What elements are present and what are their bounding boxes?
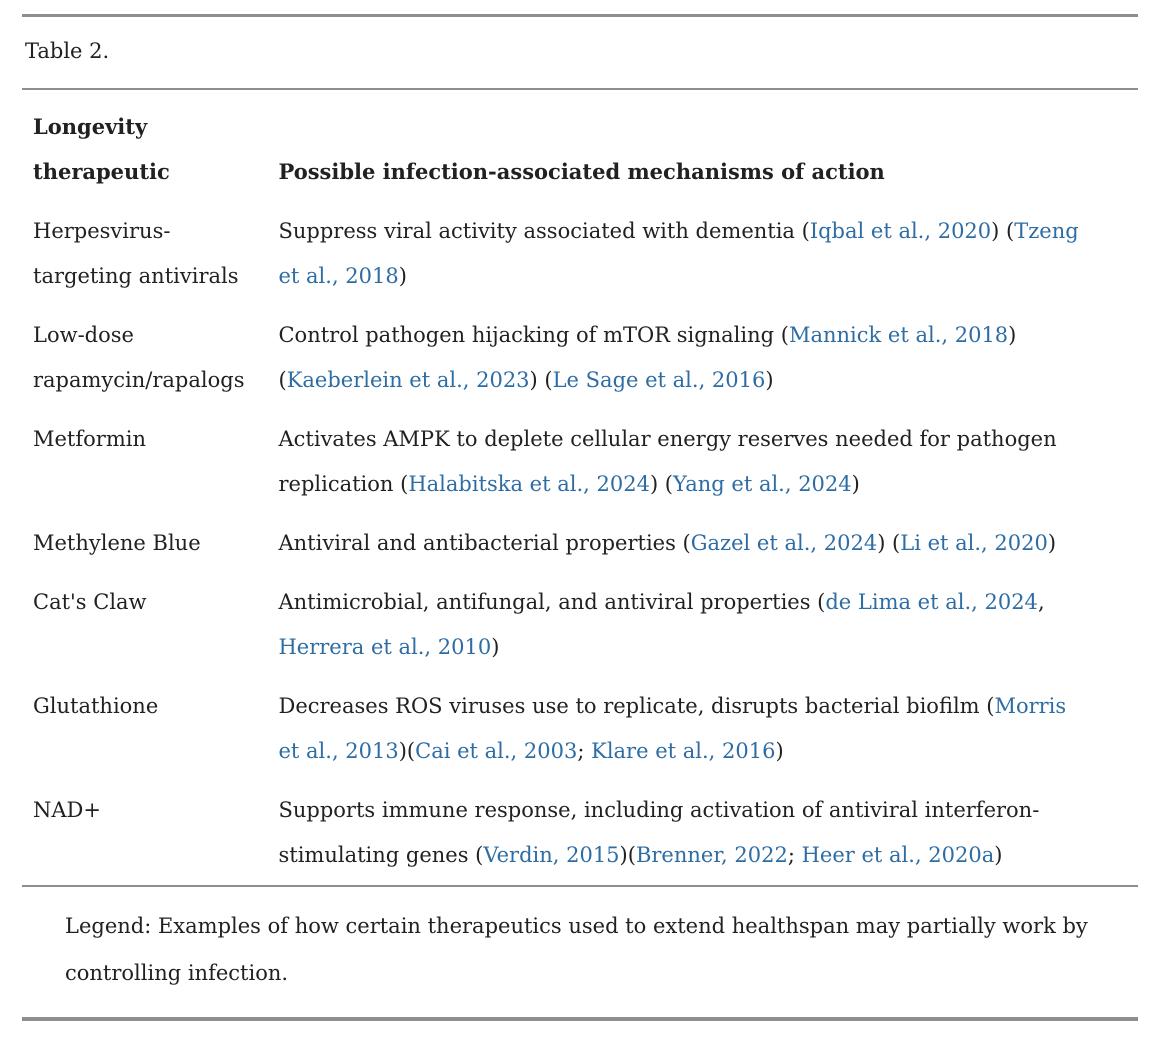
table-legend: Legend: Examples of how certain therapeutics used to extend healthspan may partially work by controlling infection.	[65, 914, 1088, 985]
table-row	[22, 573, 1138, 677]
therapeutic-cell: NAD+	[33, 798, 101, 822]
bottom-rule-wrap	[22, 1017, 1138, 1021]
citation-link[interactable]: Klare et al., 2016	[591, 739, 776, 763]
therapeutic-cell: Metformin	[33, 427, 146, 451]
mechanism-text: ) (	[529, 368, 553, 392]
table-row	[22, 514, 1138, 573]
mechanism-text: ) (	[877, 531, 901, 555]
citation-link[interactable]: de Lima et al., 2024	[825, 590, 1038, 614]
header-row	[22, 90, 1138, 202]
therapeutic-cell: Low-dose rapamycin/rapalogs	[33, 323, 245, 392]
mechanism-text: Decreases ROS viruses use to replicate, disrupts bacterial biofilm (	[278, 694, 995, 718]
therapeutics-table	[22, 90, 1138, 887]
citation-link[interactable]: Kaeberlein et al., 2023	[286, 368, 530, 392]
citation-link[interactable]: Verdin, 2015	[483, 843, 620, 867]
mechanism-text: Antiviral and antibacterial properties (	[278, 531, 691, 555]
citation-link[interactable]: Herrera et al., 2010	[278, 635, 492, 659]
citation-link[interactable]: Le Sage et al., 2016	[552, 368, 766, 392]
mechanism-cell	[278, 202, 1138, 306]
mechanism-text: ) (	[278, 323, 1017, 392]
table-caption: Table 2.	[25, 39, 110, 63]
therapeutic-cell: Methylene Blue	[33, 531, 201, 555]
mechanism-text: ) (	[991, 219, 1015, 243]
citation-link[interactable]: Brenner, 2022	[635, 843, 788, 867]
table-row	[22, 202, 1138, 306]
citation-link[interactable]: Iqbal et al., 2020	[809, 219, 992, 243]
table-row	[22, 410, 1138, 514]
mechanism-text: Activates AMPK to deplete cellular energy reserves needed for pathogen replication (	[278, 427, 1057, 496]
column-header-therapeutic: Longevity therapeutic	[33, 114, 170, 184]
mechanism-cell	[278, 677, 1138, 781]
citation-link[interactable]: Morris et al., 2013	[278, 694, 1067, 763]
mechanism-cell	[278, 514, 1138, 573]
citation-link[interactable]: Halabitska et al., 2024	[408, 472, 650, 496]
table-row	[22, 677, 1138, 781]
bottom-rule	[22, 1017, 1138, 1021]
mechanism-text: )	[775, 739, 784, 763]
therapeutic-cell: Cat's Claw	[33, 590, 147, 614]
mechanism-text: ) (	[649, 472, 673, 496]
mechanism-cell	[278, 781, 1138, 886]
mechanism-text: Antimicrobial, antifungal, and antiviral properties (	[278, 590, 826, 614]
mechanism-text: )	[994, 843, 1003, 867]
mechanism-cell	[278, 410, 1138, 514]
mechanism-text: )	[398, 264, 407, 288]
top-rule	[22, 14, 1138, 17]
mechanism-text: ;	[577, 739, 592, 763]
therapeutic-cell: Herpesvirus-targeting antivirals	[33, 219, 239, 288]
mechanism-text: Control pathogen hijacking of mTOR signaling (	[278, 323, 789, 347]
table-header	[22, 90, 1138, 202]
citation-link[interactable]: Li et al., 2020	[900, 531, 1048, 555]
citation-link[interactable]: Gazel et al., 2024	[690, 531, 878, 555]
citation-link[interactable]: Cai et al., 2003	[415, 739, 578, 763]
citation-link[interactable]: Tzeng et al., 2018	[278, 219, 1079, 288]
table-row	[22, 306, 1138, 410]
citation-link[interactable]: Yang et al., 2024	[673, 472, 852, 496]
mechanism-text: ;	[787, 843, 802, 867]
mechanism-text: )	[851, 472, 860, 496]
column-header-mechanisms: Possible infection-associated mechanisms of action	[278, 159, 885, 184]
mechanism-text: )	[765, 368, 774, 392]
mechanism-text: Supports immune response, including activation of antiviral interferon-stimulating genes (	[278, 798, 1040, 867]
mechanism-text: )(	[619, 843, 636, 867]
mechanism-text: )	[491, 635, 500, 659]
mechanism-text: )(	[398, 739, 416, 763]
mechanism-text: ,	[1037, 590, 1045, 614]
citation-link[interactable]: Heer et al., 2020a	[801, 843, 995, 867]
citation-link[interactable]: Mannick et al., 2018	[788, 323, 1009, 347]
mechanism-text: Suppress viral activity associated with dementia (	[278, 219, 810, 243]
mechanism-cell	[278, 573, 1138, 677]
mechanism-cell	[278, 306, 1138, 410]
table-row	[22, 781, 1138, 886]
therapeutic-cell: Glutathione	[33, 694, 159, 718]
table-body	[22, 202, 1138, 886]
mechanism-text: )	[1047, 531, 1057, 555]
